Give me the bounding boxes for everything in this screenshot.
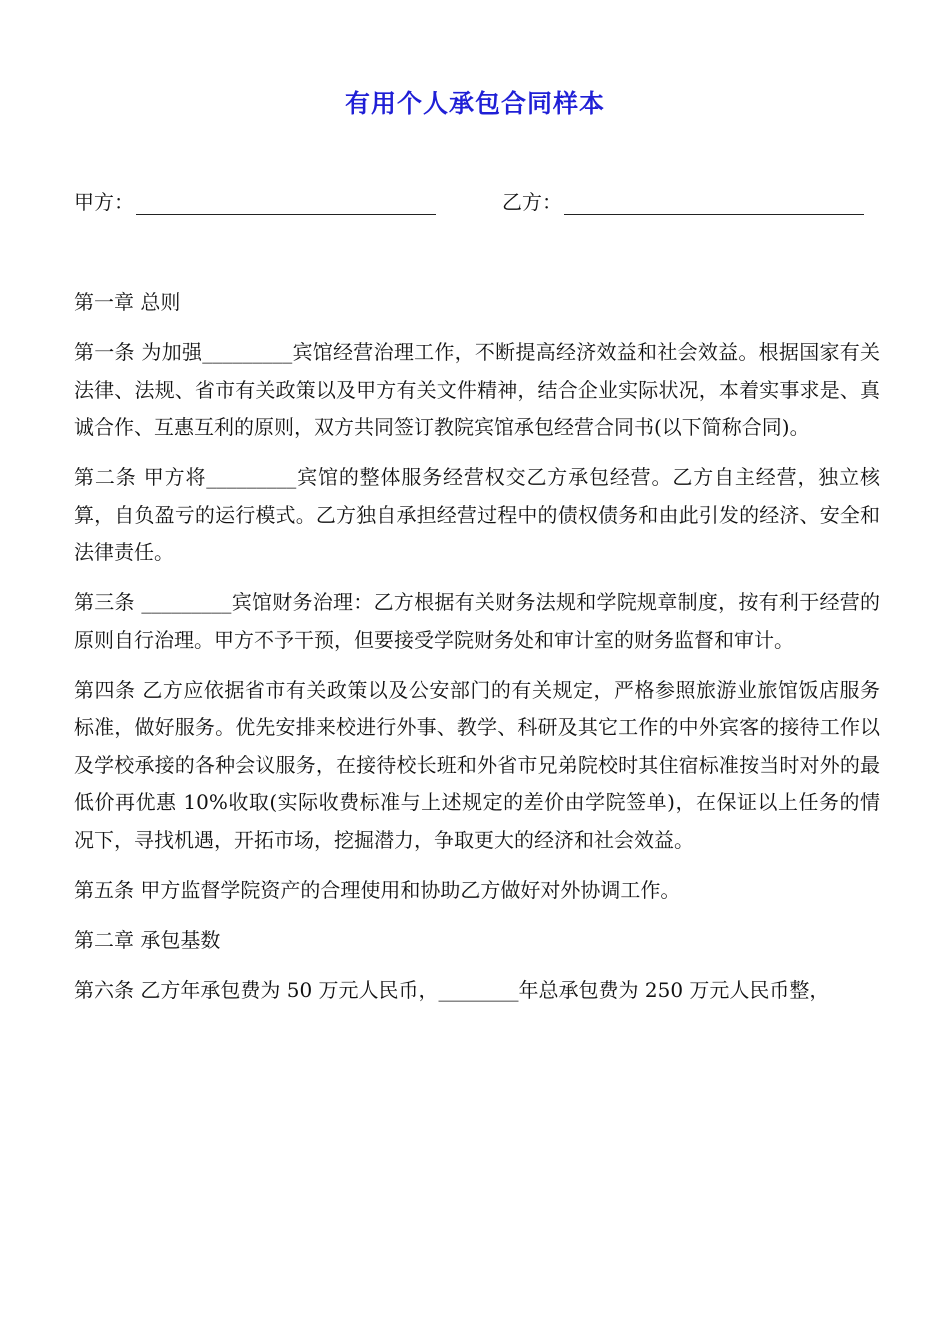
article-paragraph: 第二条 甲方将_________宾馆的整体服务经营权交乙方承包经营。乙方自主经营，独立核算，自负盈亏的运行模式。乙方独自承担经营过程中的债权债务和由此引发的经济、安全和法律责任。 [74, 465, 880, 564]
chapter-heading: 第一章 总则 [74, 290, 181, 314]
party-b-label: 乙方： [502, 190, 562, 214]
article-paragraph: 第一条 为加强_________宾馆经营治理工作，不断提高经济效益和社会效益。根据国家有关法律、法规、省市有关政策以及甲方有关文件精神，结合企业实际状况，本着实事求是、真诚合作、互惠互利的原则，双方共同签订教院宾馆承包经营合同书(以下简称合同)。 [74, 340, 880, 439]
party-b-blank-line [564, 190, 864, 215]
document-body [74, 284, 880, 1022]
article-paragraph: 第五条 甲方监督学院资产的合理使用和协助乙方做好对外协调工作。 [74, 877, 681, 902]
party-a-blank-line [136, 190, 436, 215]
document-title: 有用个人承包合同样本 [344, 89, 605, 118]
party-a [74, 186, 436, 215]
article-paragraph: 第四条 乙方应依据省市有关政策以及公安部门的有关规定，严格参照旅游业旅馆饭店服务标准，做好服务。优先安排来校进行外事、教学、科研及其它工作的中外宾客的接待工作以及学校承接的各种会议服务，在接待校长班和外省市兄弟院校时其住宿标准按当时对外的最低价再优惠 10%收取(实际收费标准与上述规定的差价由学院签单)，在保证以上任务的情况下，寻找机遇，开拓市场，挖掘潜力，争取更大的经济和社会效益。 [74, 677, 880, 852]
party-b [502, 186, 864, 215]
article-paragraph: 第六条 乙方年承包费为 50 万元人民币，________年总承包费为 250 万元人民币整， [74, 977, 830, 1002]
party-a-label: 甲方： [74, 190, 134, 214]
article-paragraph: 第三条 _________宾馆财务治理：乙方根据有关财务法规和学院规章制度，按有利于经营的原则自行治理。甲方不予干预，但要接受学院财务处和审计室的财务监督和审计。 [74, 590, 880, 652]
chapter-heading: 第二章 承包基数 [74, 927, 221, 952]
party-signature-row [74, 186, 880, 220]
